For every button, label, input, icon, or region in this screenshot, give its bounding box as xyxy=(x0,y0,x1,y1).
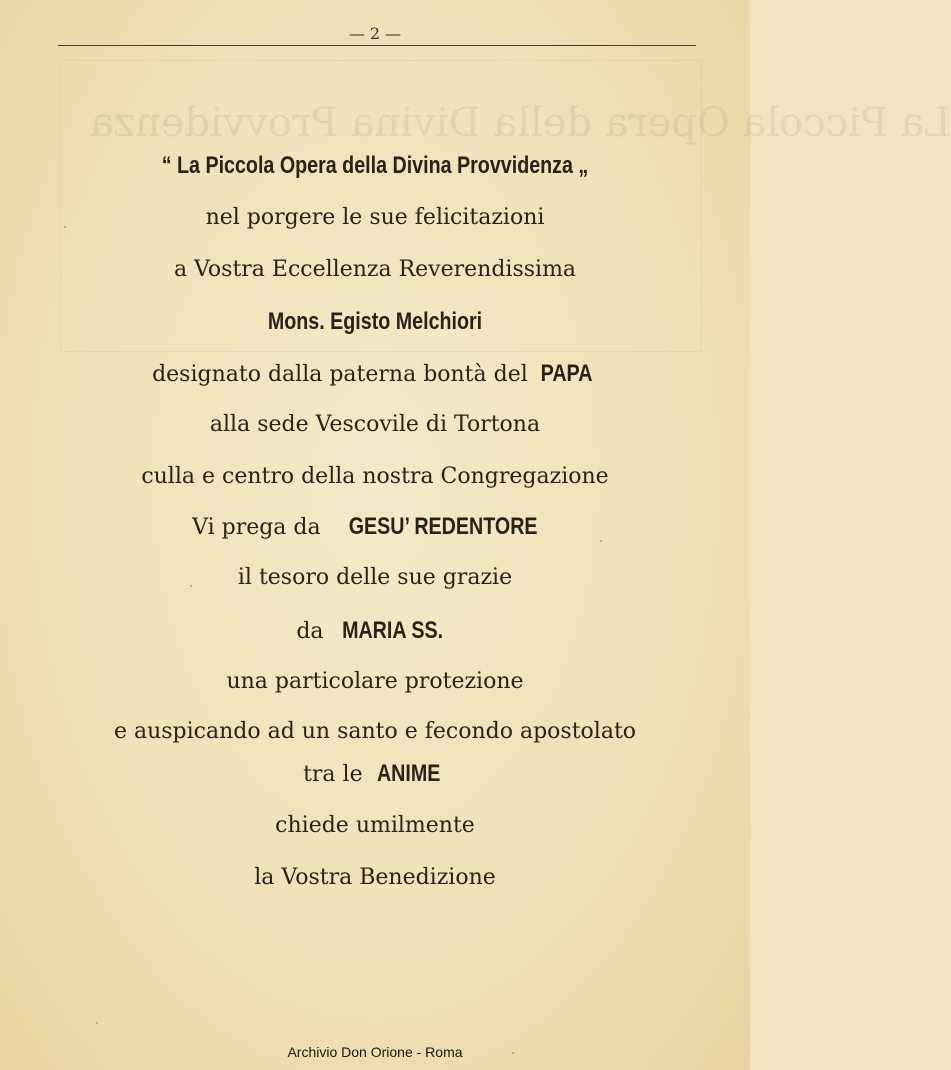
paper-speck xyxy=(600,540,602,542)
text-fragment: da xyxy=(296,619,324,644)
text-line: a Vostra Eccellenza Reverendissima xyxy=(173,257,577,282)
text-fragment: tra le xyxy=(303,762,363,787)
paper-speck xyxy=(190,585,192,587)
archive-footer: Archivio Don Orione - Roma xyxy=(287,1044,463,1060)
text-line: alla sede Vescovile di Tortona xyxy=(209,412,541,437)
emphasis-anime: ANIME xyxy=(376,760,440,787)
emphasis-papa: PAPA xyxy=(540,360,593,387)
text-line: culla e centro della nostra Congregazione xyxy=(141,464,609,489)
congregation-name: “ La Piccola Opera della Divina Provvidenza „ xyxy=(161,152,589,179)
text-line: il tesoro delle sue grazie xyxy=(237,565,513,590)
paper-speck xyxy=(96,1022,98,1024)
closing-line: la Vostra Benedizione xyxy=(254,865,496,890)
text-line xyxy=(0,513,750,541)
emphasis-maria-ss: MARIA SS. xyxy=(341,617,443,644)
emphasis-gesu-redentore: GESU’ REDENTORE xyxy=(348,513,538,540)
text-line xyxy=(0,760,750,788)
text-line xyxy=(0,617,750,645)
page-number: — 2 — xyxy=(348,24,402,43)
text-line: chiede umilmente xyxy=(275,813,475,838)
bleed-through-title: La Piccola Opera della Divina Provvidenza xyxy=(90,100,951,146)
text-fragment: Vi prega da xyxy=(192,515,321,540)
text-line: e auspicando ad un santo e fecondo apostolato xyxy=(113,719,637,744)
header-rule xyxy=(58,45,696,46)
text-line: nel porgere le sue felicitazioni xyxy=(205,205,545,230)
paper-speck xyxy=(64,226,66,228)
text-fragment: designato dalla paterna bontà del xyxy=(152,362,528,387)
text-line xyxy=(0,360,750,388)
text-line: una particolare protezione xyxy=(226,669,524,694)
bishop-name: Mons. Egisto Melchiori xyxy=(267,308,483,335)
